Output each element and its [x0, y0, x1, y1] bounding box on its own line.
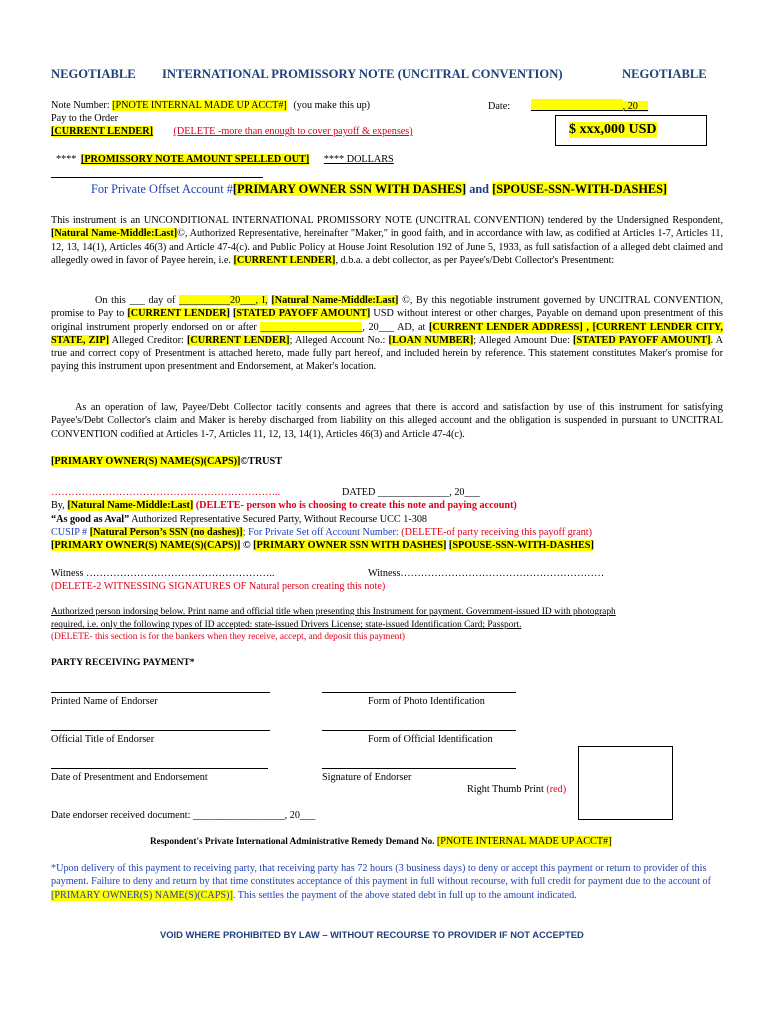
official-id-label: Form of Official Identification	[368, 734, 493, 745]
remedy-row: Respondent's Private International Administrative Remedy Demand No. [PNOTE INTERNAL MADE UP ACCT#]	[150, 836, 612, 847]
witness-1[interactable]: Witness ………………………………………………..	[51, 568, 275, 579]
date-blank[interactable]: ____________________	[260, 321, 363, 333]
date-received-line[interactable]: Date endorser received document: __________________, 20___	[51, 810, 316, 821]
trust-owner-field[interactable]: [PRIMARY OWNER(S) NAME(S)(CAPS)]	[51, 456, 241, 467]
authorized-line-2: required, i.e. only the following types of ID accepted: state-issued Drivers License; state-issued Identification Card; Passport.	[51, 620, 522, 630]
official-title-label: Official Title of Endorser	[51, 734, 155, 745]
lender-field-2[interactable]: [CURRENT LENDER]	[127, 308, 230, 320]
maker-name-field-2[interactable]: [Natural Name-Middle:Last]	[271, 295, 399, 306]
owner-ssn-field[interactable]: [PRIMARY OWNER SSN WITH DASHES]	[232, 182, 467, 196]
authorized-delete-note: (DELETE- this section is for the bankers when they receive, accept, and deposit this payment)	[51, 632, 406, 642]
spouse-ssn-field[interactable]: [SPOUSE-SSN-WITH-DASHES]	[492, 182, 668, 196]
by-row: By, [Natural Name-Middle:Last] (DELETE- person who is choosing to create this note and paying account)	[51, 500, 517, 511]
signature-line[interactable]	[322, 768, 516, 769]
void-notice: VOID WHERE PROHIBITED BY LAW – WITHOUT RECOURSE TO PROVIDER IF NOT ACCEPTED	[160, 929, 584, 940]
printed-name-line[interactable]	[51, 692, 270, 693]
cusip-row: CUSIP # [Natural Person’s SSN (no dashes)]; For Private Set off Account Number: (DELETE-of party receiving this payoff grant)	[51, 527, 593, 538]
owner-name-field[interactable]: [PRIMARY OWNER(S) NAME(S)(CAPS)]	[51, 540, 241, 551]
delivery-notice: *Upon delivery of this payment to receiving party, that receiving party has 72 hours (3 business days) to deny or accept this payment or return to provider of this payment. Failure to deny and return by that time constitutes acceptance of this payment in full without recourse, with full credit for payment due to the account of [PRIMARY OWNER(S) NAME(S)(CAPS)]. This settles the payment of the above stated debt in full up to the amount indicated.	[51, 863, 712, 901]
paragraph-operation-of-law: As an operation of law, Payee/Debt Collector tacitly consents and agrees that there is accord and satisfaction by use of this instrument for satisfying Payee's/Debt Collector's claim and Maker is hereby discharged from liability on this alleged account and the obligation is suspended in pursuant to UNCITRAL CONVENTION codified at Articles 1-7, Articles 11, 12, 13, 14(1), Articles 46(3) and Article 47-4(c).	[51, 402, 723, 440]
amount-value[interactable]: $ xxx,000 USD	[569, 122, 657, 137]
negotiable-left: NEGOTIABLE	[51, 67, 136, 81]
current-lender-field[interactable]: [CURRENT LENDER]	[51, 126, 153, 137]
thumb-print-label: Right Thumb Print (red)	[467, 784, 567, 795]
note-number-field[interactable]: [PNOTE INTERNAL MADE UP ACCT#]	[112, 100, 287, 111]
owner-ssn-row: [PRIMARY OWNER(S) NAME(S)(CAPS)] © [PRIMARY OWNER SSN WITH DASHES] [SPOUSE-SSN-WITH-DASHES]	[51, 540, 594, 551]
owner-ssn-field-2[interactable]: [PRIMARY OWNER SSN WITH DASHES]	[253, 540, 447, 551]
witness-delete-note: (DELETE-2 WITNESSING SIGNATURES OF Natural person creating this note)	[51, 581, 386, 592]
offset-account-row: For Private Offset Account #[PRIMARY OWNER SSN WITH DASHES] and [SPOUSE-SSN-WITH-DASHES]	[91, 182, 668, 196]
official-title-line[interactable]	[51, 730, 270, 731]
day-blank[interactable]: __________	[179, 295, 231, 306]
lender-row: [CURRENT LENDER] (DELETE -more than enough to cover payoff & expenses)	[51, 126, 413, 137]
spouse-ssn-field-2[interactable]: [SPOUSE-SSN-WITH-DASHES]	[448, 540, 594, 551]
thumb-print-box[interactable]	[578, 746, 673, 820]
signer-name-field[interactable]: [Natural Name-Middle:Last]	[67, 500, 194, 511]
lender-address-field[interactable]: [CURRENT LENDER ADDRESS] , [CURRENT LENDER CITY, STATE, ZIP]	[51, 321, 723, 346]
photo-id-label: Form of Photo Identification	[368, 696, 485, 707]
paragraph-promise: On this ___ day of __________20___, I, [Natural Name-Middle:Last] ©, By this negotiable instrument governed by UNCITRAL CONVENTION, promise to Pay to [CURRENT LENDER] [STATED PAYOFF AMOUNT] USD without interest or other charges, Payable on demand upon presentment of this original instrument properly endorsed on or after ____________________, 20___ AD, at [CURRENT LENDER ADDRESS] , [CURRENT LENDER CITY, STATE, ZIP] Alleged Creditor: [CURRENT LENDER]; Alleged Account No.: [LOAN NUMBER]; Alleged Amount Due: [STATED PAYOFF AMOUNT]. A true and correct copy of Presentment is attached hereto, made fully part hereof, and included herein by reference. This statement constitutes Maker's promise for paying this instrument upon presentment and Endorsement, at Maker's location.	[51, 295, 724, 373]
trust-row: [PRIMARY OWNER(S) NAME(S)(CAPS)]©TRUST	[51, 456, 283, 467]
aval-row: “As good as Aval” Authorized Representative Secured Party, Without Recourse UCC 1-308	[51, 514, 428, 525]
remedy-number-field[interactable]: [PNOTE INTERNAL MADE UP ACCT#]	[436, 836, 612, 847]
paragraph-instrument: This instrument is an UNCONDITIONAL INTERNATIONAL PROMISSORY NOTE (UNCITRAL CONVENTION) tendered by the Undersigned Respondent, [Natural Name-Middle:Last]©, Authorized Representative, hereinafter "Maker," in good faith, and in accordance with law, as codified at Articles 1-7, Articles 11, 12, 13, 14(1), Articles 46(3) and Article 47-4(c). and Public Policy at House Joint Resolution 192 of June 5, 1933, as full satisfaction of a alleged debt claimed and allegedly owed in favor of Payee herein, i.e. [CURRENT LENDER], d.b.a. a debt collector, as per Payee's/Debt Collector's Presentment:	[51, 215, 723, 266]
maker-name-field[interactable]: [Natural Name-Middle:Last]	[51, 228, 178, 240]
witness-2[interactable]: Witness……………………………………………………	[368, 568, 605, 579]
date-field[interactable]	[531, 99, 623, 111]
party-receiving-payment: PARTY RECEIVING PAYMENT*	[51, 657, 195, 668]
printed-name-label: Printed Name of Endorser	[51, 696, 158, 707]
date-presentment-label: Date of Presentment and Endorsement	[51, 772, 208, 783]
authorized-line-1: Authorized person indorsing below. Print name and official title when presenting this Instrument for payment. Government-issued ID with photograph	[51, 607, 616, 617]
lender-field-3[interactable]: [CURRENT LENDER]	[186, 334, 290, 346]
payoff-amount-field-2[interactable]: [STATED PAYOFF AMOUNT]	[573, 334, 711, 346]
footer-owner-field[interactable]: [PRIMARY OWNER(S) NAME(S)(CAPS)]	[51, 889, 233, 901]
negotiable-right: NEGOTIABLE	[622, 67, 707, 81]
note-number-row: Note Number: [PNOTE INTERNAL MADE UP ACCT#] (you make this up)	[51, 100, 371, 111]
photo-id-line[interactable]	[322, 692, 516, 693]
loan-number-field[interactable]: [LOAN NUMBER]	[388, 334, 474, 346]
signature-label: Signature of Endorser	[322, 772, 412, 783]
payoff-amount-field[interactable]: [STATED PAYOFF AMOUNT]	[233, 308, 371, 320]
amount-spelled-field[interactable]: [PROMISSORY NOTE AMOUNT SPELLED OUT]	[80, 154, 310, 165]
signature-dots-row: …………………………………………………………..	[51, 487, 281, 498]
date-row: Date: , 20__	[488, 101, 649, 112]
lender-field[interactable]: [CURRENT LENDER]	[233, 254, 336, 266]
pay-to-order: Pay to the Order	[51, 113, 119, 124]
official-id-line[interactable]	[322, 730, 516, 731]
amount-spelled-row: **** [PROMISSORY NOTE AMOUNT SPELLED OUT] **** DOLLARS	[56, 154, 394, 165]
date-presentment-line[interactable]	[51, 768, 268, 769]
amount-box	[555, 115, 707, 146]
dated-line[interactable]: DATED ______________, 20___	[342, 487, 480, 498]
ssn-no-dashes-field[interactable]: [Natural Person’s SSN (no dashes)]	[89, 527, 243, 538]
document-title: INTERNATIONAL PROMISSORY NOTE (UNCITRAL CONVENTION)	[162, 67, 563, 81]
divider	[51, 177, 263, 178]
